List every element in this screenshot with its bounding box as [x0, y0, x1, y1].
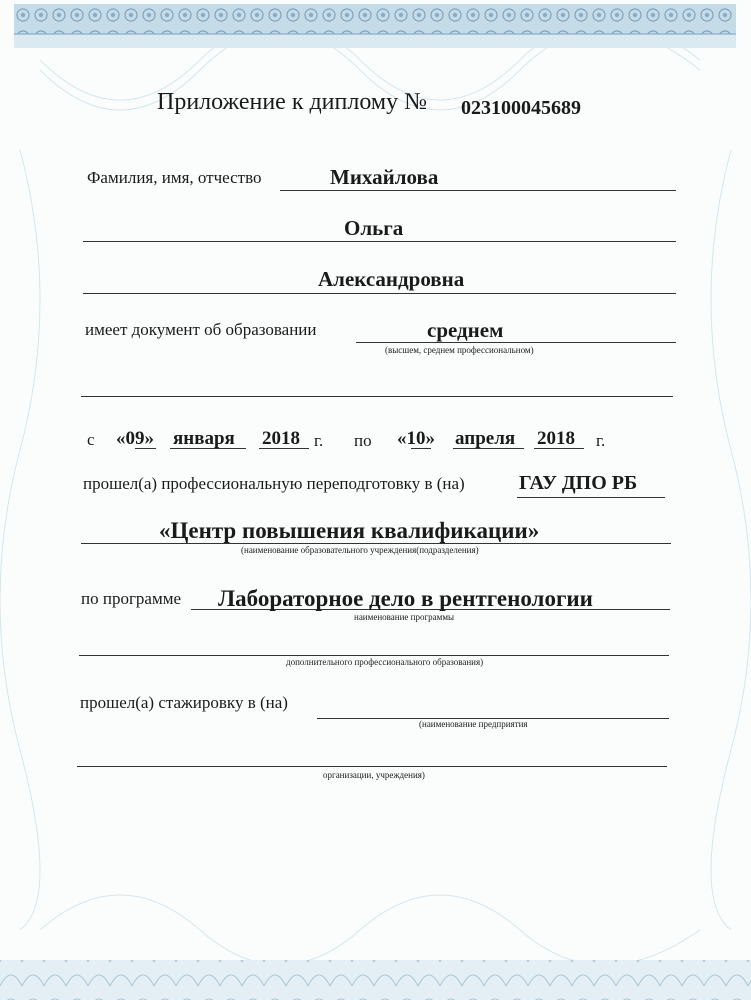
- program-value: Лабораторное дело в рентгенологии: [218, 586, 593, 611]
- program-label: по программе: [81, 589, 182, 608]
- period-from-day-underline: [135, 448, 156, 449]
- retraining-org-line1-underline: [517, 497, 665, 498]
- period-from-year: 2018: [262, 428, 300, 449]
- retraining-org-line1: ГАУ ДПО РБ: [519, 472, 638, 494]
- document-title: Приложение к диплому №: [157, 89, 427, 115]
- program-extra-underline: [79, 655, 669, 656]
- period-from-prefix: с: [87, 430, 95, 449]
- period-to-year: 2018: [537, 428, 575, 449]
- education-extra-underline: [81, 396, 673, 397]
- name-value: Ольга: [344, 216, 404, 240]
- top-ornamental-border: [14, 4, 736, 48]
- retraining-org-line2-underline: [81, 543, 671, 544]
- education-hint: (высшем, среднем профессиональном): [385, 345, 534, 355]
- surname-underline: [280, 190, 676, 191]
- education-underline: [356, 342, 676, 343]
- period-from-month-underline: [170, 448, 246, 449]
- name-underline: [83, 241, 676, 242]
- period-to-month-underline: [453, 448, 524, 449]
- fio-label: Фамилия, имя, отчество: [87, 168, 262, 187]
- internship-extra-underline: [77, 766, 667, 767]
- period-to-day: «10»: [397, 428, 435, 449]
- period-from-month: января: [173, 428, 235, 449]
- period-to-day-underline: [411, 448, 431, 449]
- internship-hint-organization: организации, учреждения): [323, 770, 425, 780]
- program-hint-name: наименование программы: [354, 612, 455, 622]
- diploma-number: 023100045689: [461, 97, 581, 119]
- patronymic-value: Александровна: [318, 267, 465, 291]
- retraining-label: прошел(а) профессиональную переподготовку в (на): [83, 474, 465, 493]
- program-hint-additional: дополнительного профессионального образования): [286, 657, 484, 667]
- period-from-year-underline: [259, 448, 309, 449]
- period-to-month: апреля: [455, 428, 516, 449]
- surname-value: Михайлова: [330, 165, 439, 189]
- education-value: среднем: [427, 318, 504, 342]
- internship-hint-enterprise: (наименование предприятия: [419, 719, 528, 729]
- education-label: имеет документ об образовании: [85, 320, 317, 339]
- retraining-hint: (наименование образовательного учреждения(подразделения): [241, 545, 479, 555]
- bottom-ornamental-border: [0, 938, 751, 1000]
- retraining-org-line2: «Центр повышения квалификации»: [159, 518, 540, 543]
- period-from-year-suffix: г.: [314, 431, 324, 450]
- internship-label: прошел(а) стажировку в (на): [80, 693, 288, 712]
- period-to-year-underline: [534, 448, 584, 449]
- patronymic-underline: [83, 293, 676, 294]
- period-to-prefix: по: [354, 431, 372, 450]
- period-to-year-suffix: г.: [596, 431, 606, 450]
- period-from-day: «09»: [116, 428, 154, 449]
